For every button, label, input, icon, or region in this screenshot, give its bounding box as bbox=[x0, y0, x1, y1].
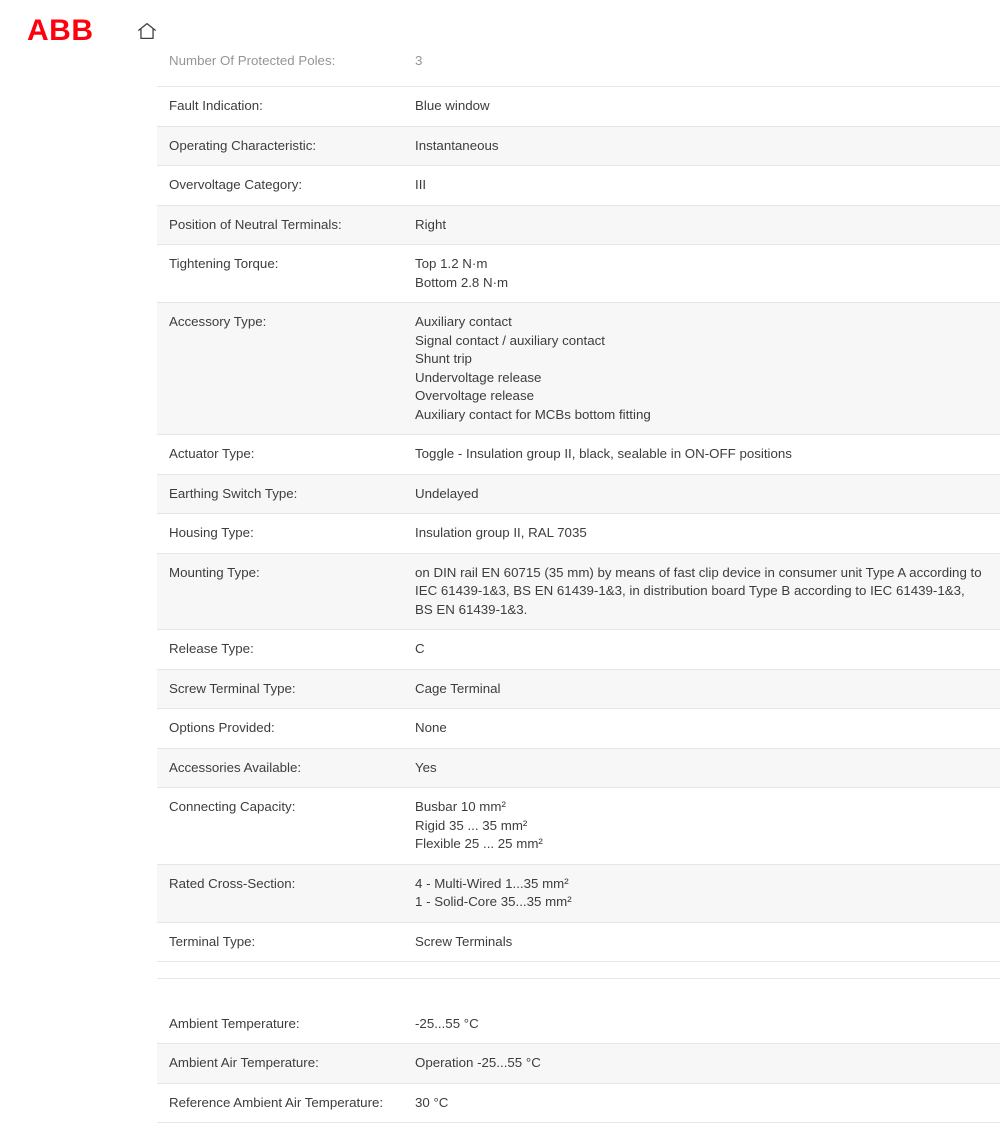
abb-logo[interactable]: ABB bbox=[27, 14, 94, 47]
table-row bbox=[157, 205, 1000, 245]
home-icon[interactable] bbox=[134, 18, 160, 44]
spec-value-line: Overvoltage release bbox=[415, 388, 534, 403]
spec-value-line: 30 °C bbox=[415, 1094, 449, 1110]
spec-value bbox=[403, 748, 1000, 788]
spec-value bbox=[403, 474, 1000, 514]
spec-value bbox=[403, 514, 1000, 554]
spec-value-line: Instantaneous bbox=[415, 137, 499, 153]
table-row bbox=[157, 474, 1000, 514]
spec-value-line: Auxiliary contact bbox=[415, 314, 512, 329]
spec-value-line: -25...55 °C bbox=[415, 1015, 479, 1031]
spec-value bbox=[403, 166, 1000, 206]
table-row bbox=[157, 126, 1000, 166]
spec-value bbox=[403, 864, 1000, 922]
spec-value-line: Undelayed bbox=[415, 485, 479, 501]
spec-value-line: Yes bbox=[415, 759, 437, 775]
spec-value bbox=[403, 669, 1000, 709]
table-row bbox=[157, 630, 1000, 670]
spec-value bbox=[403, 87, 1000, 127]
spec-key: Actuator Type: bbox=[157, 435, 403, 475]
spec-key: Mounting Type: bbox=[157, 553, 403, 630]
table-row bbox=[157, 864, 1000, 922]
spec-key: Tightening Torque: bbox=[157, 245, 403, 303]
spec-key: Ambient Air Temperature: bbox=[157, 1044, 403, 1084]
spec-key: Overvoltage Category: bbox=[157, 166, 403, 206]
table-row bbox=[157, 514, 1000, 554]
spec-value-line: Insulation group II, RAL 7035 bbox=[415, 525, 587, 540]
spec-value bbox=[403, 303, 1000, 435]
page-bottom-edge bbox=[157, 978, 1000, 1000]
table-row-clipped bbox=[157, 62, 1000, 87]
spec-key: Connecting Capacity: bbox=[157, 788, 403, 865]
table-row bbox=[157, 166, 1000, 206]
spec-value bbox=[403, 1083, 1000, 1123]
spec-value-line: 1 - Solid-Core 35...35 mm² bbox=[415, 894, 572, 909]
spec-value-line: 4 - Multi-Wired 1...35 mm² bbox=[415, 875, 569, 891]
table-row bbox=[157, 1044, 1000, 1084]
table-row bbox=[157, 435, 1000, 475]
spec-value-line: III bbox=[415, 177, 427, 192]
spec-value bbox=[403, 788, 1000, 865]
spec-value-line: Rigid 35 ... 35 mm² bbox=[415, 817, 528, 833]
spec-key: Position of Neutral Terminals: bbox=[157, 205, 403, 245]
spec-value-line: Screw Terminals bbox=[415, 933, 513, 949]
spec-key: Housing Type: bbox=[157, 514, 403, 554]
spec-value bbox=[403, 922, 1000, 962]
spec-value-line: Shunt trip bbox=[415, 351, 472, 366]
spec-key: Release Type: bbox=[157, 630, 403, 670]
spec-value-line: Right bbox=[415, 216, 447, 232]
table-row bbox=[157, 669, 1000, 709]
spec-key: Ambient Temperature: bbox=[157, 1005, 403, 1044]
spec-value-line: Bottom 2.8 N·m bbox=[415, 274, 509, 290]
spec-key: Screw Terminal Type: bbox=[157, 669, 403, 709]
spec-key: Earthing Switch Type: bbox=[157, 474, 403, 514]
spec-key: Rated Cross-Section: bbox=[157, 864, 403, 922]
table-row bbox=[157, 553, 1000, 630]
left-gutter bbox=[0, 62, 157, 1000]
site-header bbox=[0, 0, 1000, 62]
spec-value bbox=[403, 709, 1000, 749]
table-row bbox=[157, 709, 1000, 749]
spec-value-line: Blue window bbox=[415, 98, 490, 113]
spec-value bbox=[403, 1005, 1000, 1044]
table-row bbox=[157, 1005, 1000, 1044]
spec-key: Options Provided: bbox=[157, 709, 403, 749]
table-row bbox=[157, 1083, 1000, 1123]
spec-value bbox=[403, 126, 1000, 166]
spec-key: Operating Characteristic: bbox=[157, 126, 403, 166]
specification-table bbox=[157, 53, 1000, 1123]
spec-value-line: Operation -25...55 °C bbox=[415, 1055, 541, 1070]
table-row bbox=[157, 303, 1000, 435]
spec-value-line: Busbar 10 mm² bbox=[415, 799, 506, 814]
spec-value-line: Undervoltage release bbox=[415, 369, 542, 385]
spec-value bbox=[403, 553, 1000, 630]
spec-value-line: Toggle - Insulation group II, black, sealable in ON-OFF positions bbox=[415, 446, 792, 461]
table-row bbox=[157, 788, 1000, 865]
spec-value-line: C bbox=[415, 641, 425, 656]
table-row bbox=[157, 922, 1000, 962]
spec-value-line: Cage Terminal bbox=[415, 680, 501, 696]
spec-value-line: Top 1.2 N·m bbox=[415, 256, 488, 271]
spec-key: Reference Ambient Air Temperature: bbox=[157, 1083, 403, 1123]
spec-value bbox=[403, 245, 1000, 303]
spec-value bbox=[403, 630, 1000, 670]
spec-key: Terminal Type: bbox=[157, 922, 403, 962]
spec-value-line: on DIN rail EN 60715 (35 mm) by means of fast clip device in consumer unit Type A according to IEC 61439-1&3, BS EN 61439-1&3, in distribution board Type B according to IEC 61439-1&3, BS EN 61439-1&3. bbox=[415, 564, 982, 617]
spec-value: 3 bbox=[415, 53, 423, 68]
specification-table-panel bbox=[157, 53, 1000, 1110]
spec-value bbox=[403, 1044, 1000, 1084]
spec-key: Accessories Available: bbox=[157, 748, 403, 788]
spec-value bbox=[403, 205, 1000, 245]
spec-key: Fault Indication: bbox=[157, 87, 403, 127]
table-row bbox=[157, 245, 1000, 303]
spec-value-line: Signal contact / auxiliary contact bbox=[415, 332, 605, 348]
table-row bbox=[157, 87, 1000, 127]
spec-value-line: Flexible 25 ... 25 mm² bbox=[415, 836, 543, 851]
spec-value-line: None bbox=[415, 720, 447, 735]
spec-key: Number Of Protected Poles: bbox=[169, 53, 336, 68]
spec-value bbox=[403, 435, 1000, 475]
spec-value-line: Auxiliary contact for MCBs bottom fitting bbox=[415, 406, 651, 422]
table-row bbox=[157, 748, 1000, 788]
spec-key: Accessory Type: bbox=[157, 303, 403, 435]
